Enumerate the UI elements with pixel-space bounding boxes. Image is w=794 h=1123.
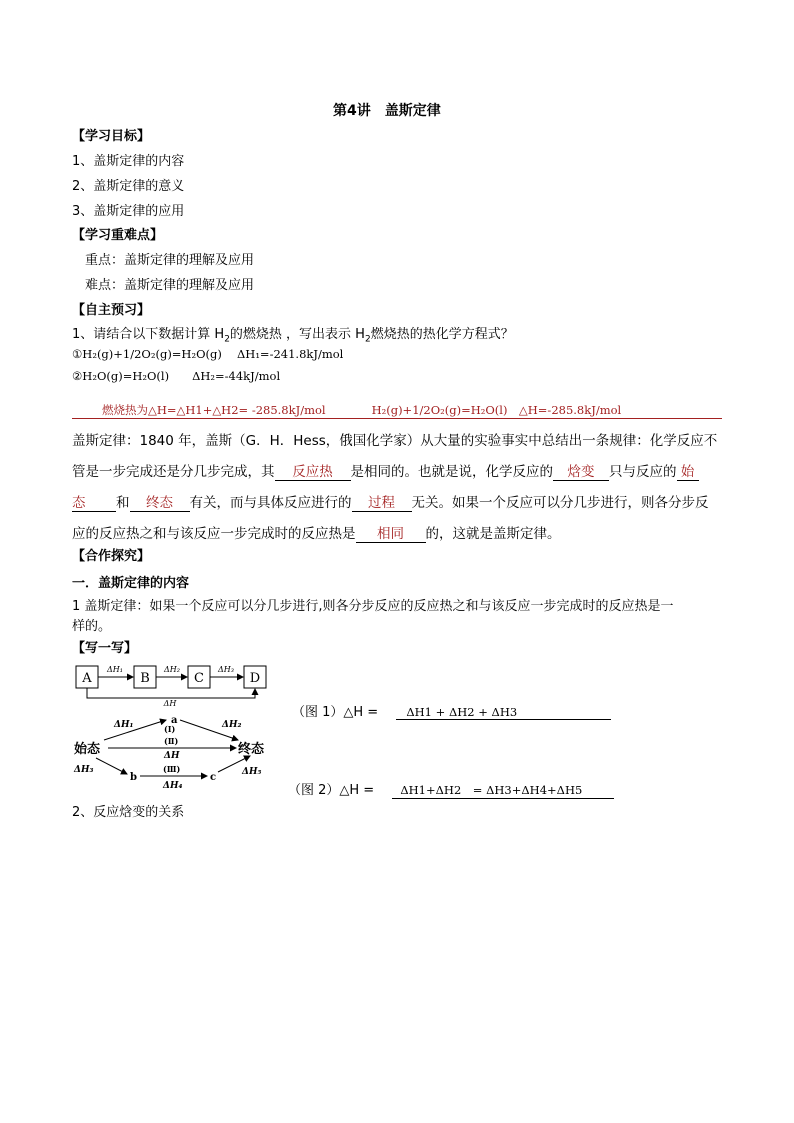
goal-item-3: 3、盖斯定律的应用 xyxy=(72,204,185,219)
node-c: c xyxy=(210,772,217,783)
hess-box-diagram xyxy=(70,658,280,708)
blank-enthalpy-change: 焓变 xyxy=(553,460,609,481)
end-state: 终态 xyxy=(238,742,265,757)
goal-item-2: 2、盖斯定律的意义 xyxy=(72,179,185,194)
node-b: b xyxy=(130,772,137,783)
fig1-row xyxy=(292,701,611,720)
hess-line-3: 态 和 终态 有关，而与具体反应进行的 过程 无关。如果一个反应可以分几步进行，则各分步反 xyxy=(72,491,709,512)
blank-final-state: 终态 xyxy=(130,491,190,512)
blank-same: 相同 xyxy=(356,522,426,543)
route-2: (Ⅱ) xyxy=(164,736,179,746)
step-h2: ΔH₂ xyxy=(164,665,180,674)
key-item-1: 重点：盖斯定律的理解及应用 xyxy=(85,253,255,268)
item-2: 2、反应焓变的关系 xyxy=(72,805,185,820)
box-c-label: C xyxy=(194,671,204,686)
q1-prompt: 1、请结合以下数据计算 $H_2$的燃烧热 ，写出表示 $H_2$燃烧热的热化学方程式？ xyxy=(72,327,514,345)
step-h1: ΔH₁ xyxy=(107,665,123,674)
part1-text-1: 1 盖斯定律：如果一个反应可以分几步进行,则各分步反应的反应热之和与该反应一步完成时的反应热是一 xyxy=(72,599,674,614)
box-d-label: D xyxy=(249,671,261,686)
blank-initial-state-a: 始 xyxy=(677,460,699,481)
q1-eq1: ①H₂(g)+1/2O₂(g)=H₂O(g) ΔH₁=-241.8kJ/mol xyxy=(72,347,344,361)
q1-answer: 燃烧热为△H=△H1+△H2= -285.8kJ/mol H₂(g)+1/2O₂(g)=H₂O(l) △H=-285.8kJ/mol xyxy=(72,402,722,419)
blank-initial-state-b: 态 xyxy=(72,491,116,512)
section-key: 【学习重难点】 xyxy=(72,228,164,243)
goal-item-1: 1、盖斯定律的内容 xyxy=(72,154,185,169)
path-h3: ΔH₃ xyxy=(74,765,94,775)
hess-line-1: 盖斯定律：1840 年，盖斯（G．H．Hess，俄国化学家）从大量的实验事实中总结出一条规律：化学反应不 xyxy=(72,433,718,449)
hess-line-4: 应的反应热之和与该反应一步完成时的反应热是 相同 的，这就是盖斯定律。 xyxy=(72,522,561,543)
section-write: 【写一写】 xyxy=(72,641,138,656)
route-1: (Ⅰ) xyxy=(164,724,176,734)
page-title: 第4讲 盖斯定律 xyxy=(333,103,441,119)
part1-text-2: 样的。 xyxy=(72,619,112,634)
fig2-answer: ΔH1+ΔH2 = ΔH3+ΔH4+ΔH5 xyxy=(392,782,614,799)
fig2-label: （图 2）△H = xyxy=(288,783,375,798)
path-h2: ΔH₂ xyxy=(222,720,242,730)
fig2-row xyxy=(288,779,614,799)
section-goals: 【学习目标】 xyxy=(72,129,151,144)
box-b-label: B xyxy=(140,671,150,686)
fig1-label: （图 1）△H = xyxy=(292,705,379,720)
q1-eq2: ②H₂O(g)=H₂O(l) ΔH₂=-44kJ/mol xyxy=(72,369,281,383)
node-a: a xyxy=(171,715,178,726)
path-h5: ΔH₅ xyxy=(242,767,262,777)
total-h: ΔH xyxy=(163,699,177,708)
path-h: ΔH xyxy=(164,751,180,761)
path-h4: ΔH₄ xyxy=(163,781,183,791)
key-item-2: 难点：盖斯定律的理解及应用 xyxy=(85,278,255,293)
part1-heading: 一．盖斯定律的内容 xyxy=(72,576,190,591)
start-state: 始态 xyxy=(74,742,101,757)
hess-path-diagram xyxy=(70,712,285,792)
route-3: (Ⅲ) xyxy=(163,764,181,774)
section-coop: 【合作探究】 xyxy=(72,549,151,564)
step-h3: ΔH₃ xyxy=(218,665,234,674)
blank-process: 过程 xyxy=(352,491,412,512)
blank-reaction-heat: 反应热 xyxy=(275,460,351,481)
path-h1: ΔH₁ xyxy=(114,720,134,730)
hess-line-2: 管是一步完成还是分几步完成，其 反应热 是相同的。也就是说，化学反应的 焓变 只与反应的 始 xyxy=(72,460,699,481)
fig1-answer: ΔH1 + ΔH2 + ΔH3 xyxy=(396,705,611,720)
section-preview: 【自主预习】 xyxy=(72,303,151,318)
box-a-label: A xyxy=(82,671,92,686)
